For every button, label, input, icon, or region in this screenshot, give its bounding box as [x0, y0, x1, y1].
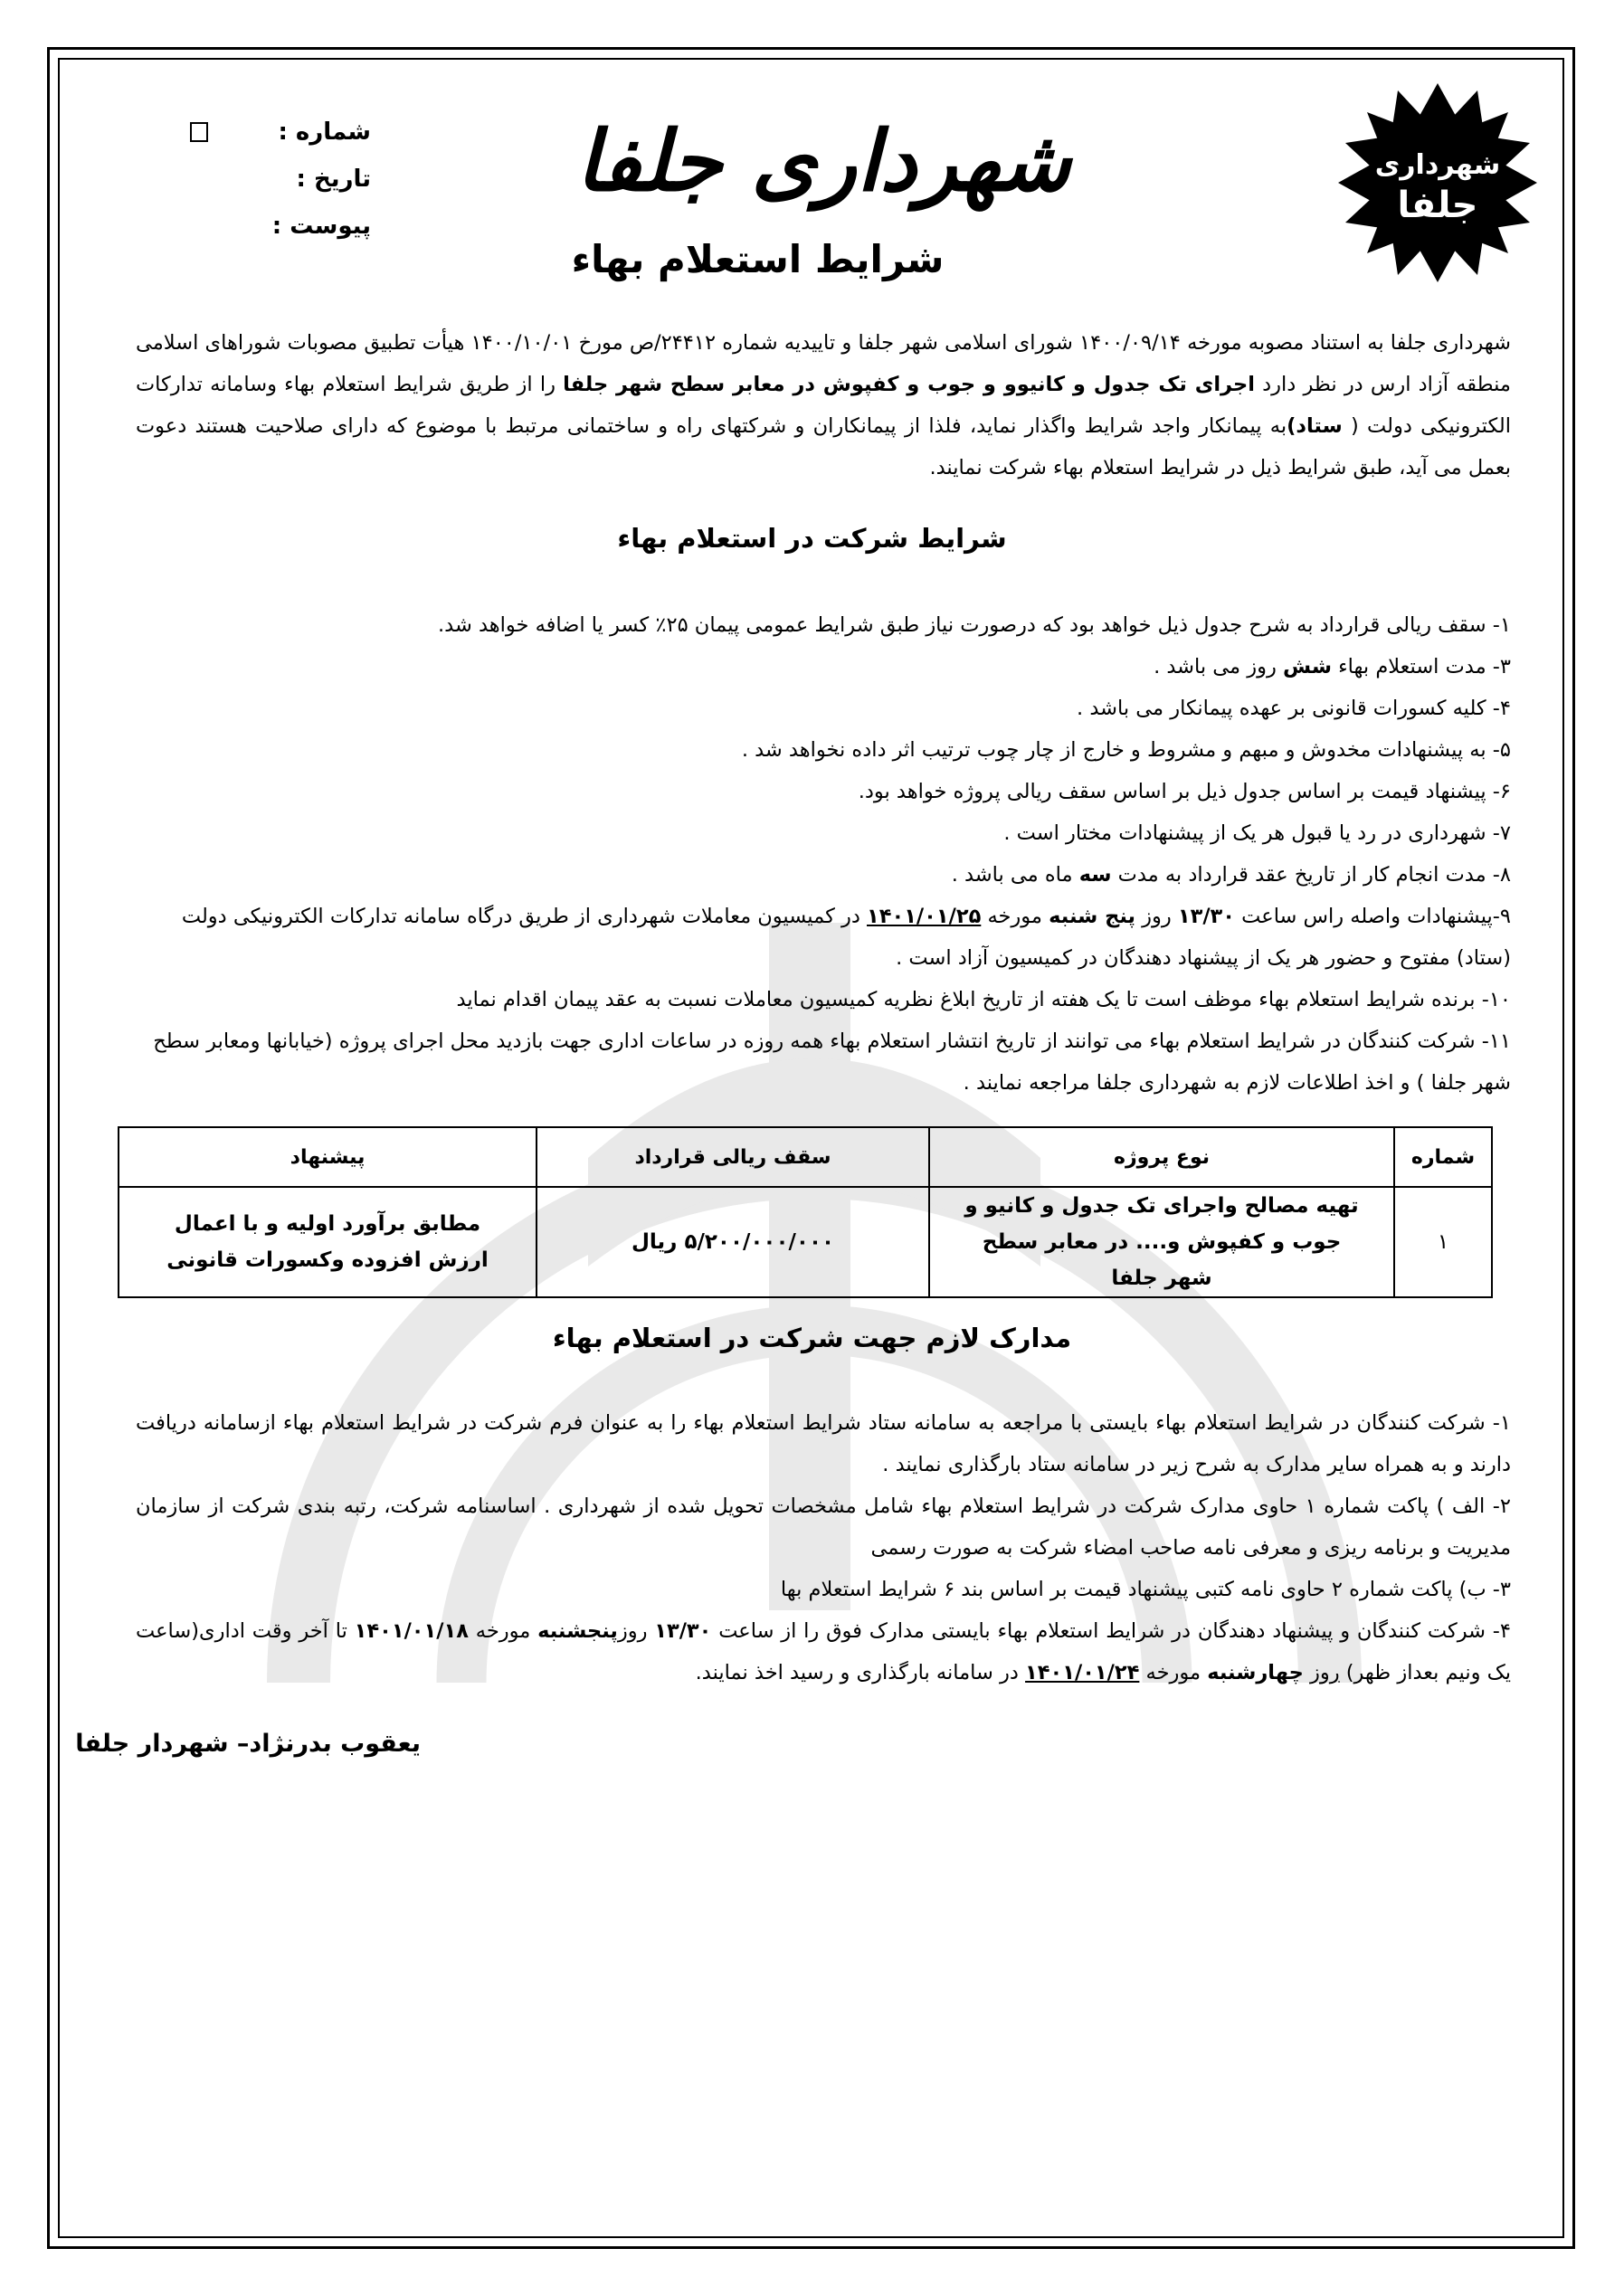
condition-8	[136, 854, 1511, 896]
condition-7: ۷- شهرداری در رد یا قبول هر یک از پیشنهادات مختار است .	[1003, 821, 1511, 845]
intro-text-2: را از طریق شرایط استعلام بهاء وسامانه تدارکات الکترونیکی دولت (	[136, 373, 1511, 438]
condition-3-bold: شش	[1283, 655, 1332, 678]
header-offer: پیشنهاد	[119, 1127, 537, 1187]
intro-text-3: به پیمانکار واجد شرایط واگذار نماید، فلذا از پیمانکاران و شرکتهای راه و ساختمانی مرتبط با موضوع که دارای صلاحیت هستند دعوت بعمل می آید، طبق شرایط ذیل در شرایط استعلام بهاء شرکت نمایند.	[136, 414, 1511, 479]
number-label: شماره :	[278, 119, 371, 146]
document-4-end-date-label: مورخه	[1139, 1661, 1208, 1684]
mayor-signature: یعقوب بدرنژاد– شهردار جلفا	[75, 1730, 421, 1758]
condition-9	[136, 896, 1511, 979]
document-4-text: ۴- شرکت کنندگان و پیشنهاد دهندگان در شرایط استعلام بهاء بایستی مدارک فوق را از ساعت	[711, 1619, 1511, 1643]
document-4-space	[1304, 1661, 1310, 1684]
header-ceiling: سقف ریالی قرارداد	[537, 1127, 929, 1187]
document-4-date-label: مورخه	[468, 1619, 538, 1643]
document-2: ۲- الف ) پاکت شماره ۱ حاوی مدارک شرکت در شرایط استعلام بهاء شامل مشخصات تحویل شده از شهرداری . اساسنامه شرکت، رتبه بندی شرکت از سازمان مدیریت و برنامه ریزی و معرفی نامه صاحب امضاء شرکت به صورت رسمی	[136, 1494, 1511, 1560]
document-4	[136, 1610, 1511, 1694]
cell-project: تهیه مصالح واجرای تک جدول و کانیو و جوب و کفپوش و.... در معابر سطح شهر جلفا	[929, 1187, 1394, 1297]
document-4-deadline: تا آخر وقت اداری(ساعت یک ونیم بعداز ظهر)	[136, 1619, 1511, 1684]
logo-text-bottom: جلفا	[1397, 185, 1478, 226]
condition-3-end: روز می باشد .	[1154, 655, 1284, 678]
document-4-day: پنجشنبه	[537, 1619, 618, 1643]
table-row	[119, 1187, 1492, 1297]
document-4-end: در سامانه بارگذاری و رسید اخذ نمایند.	[695, 1661, 1026, 1684]
price-table	[118, 1126, 1493, 1298]
price-table-header	[119, 1127, 1492, 1187]
number-row	[136, 109, 371, 156]
cell-number: ۱	[1394, 1187, 1492, 1297]
condition-4: ۴- کلیه کسورات قانونی بر عهده پیمانکار می باشد .	[1077, 697, 1511, 720]
condition-9-time: ۱۳/۳۰	[1177, 905, 1236, 928]
condition-8-end: ماه می باشد .	[951, 863, 1079, 887]
condition-9-text: ۹-پیشنهادات واصله راس ساعت	[1235, 905, 1511, 928]
condition-8-text: ۸- مدت انجام کار از تاریخ عقد قرارداد به مدت	[1111, 863, 1511, 887]
date-label: تاریخ :	[296, 166, 371, 193]
document-4-date: ۱۴۰۱/۰۱/۱۸	[354, 1619, 469, 1643]
date-row	[136, 156, 371, 203]
document-4-end-date: ۱۴۰۱/۰۱/۲۴	[1025, 1661, 1140, 1684]
document-4-time: ۱۳/۳۰	[654, 1619, 712, 1643]
documents-title: مدارک لازم جهت شرکت در استعلام بهاء	[552, 1323, 1072, 1353]
condition-9-date: ۱۴۰۱/۰۱/۲۵	[867, 905, 982, 928]
logo-text-top: شهرداری	[1374, 149, 1501, 181]
condition-9-day: پنج شنبه	[1049, 905, 1135, 928]
intro-paragraph	[136, 322, 1511, 489]
condition-8-bold: سه	[1078, 863, 1112, 887]
number-box	[190, 122, 208, 142]
document-title: شرایط استعلام بهاء	[571, 237, 945, 281]
header-number: شماره	[1394, 1127, 1492, 1187]
attachment-label: پیوست :	[271, 213, 371, 240]
letter-meta	[136, 109, 371, 250]
condition-3	[136, 646, 1511, 688]
document-4-rooz: روز	[1309, 1661, 1340, 1684]
document-4-day-label: روز	[617, 1619, 655, 1643]
header-project: نوع پروژه	[929, 1127, 1394, 1187]
condition-9-end: در کمیسیون معاملات شهرداری از طریق درگاه سامانه تدارکات الکترونیکی دولت (ستاد) مفتوح و حضور هر یک از پیشنهاد دهندگان در کمیسیون آزاد است .	[181, 905, 1511, 970]
conditions-list	[136, 604, 1511, 1104]
condition-11: ۱۱- شرکت کنندگان در شرایط استعلام بهاء می توانند از تاریخ انتشار استعلام بهاء همه روزه در ساعات اداری جهت بازدید محل اجرای پروژه (خیابانها ومعابر سطح شهر جلفا ) و اخذ اطلاعات لازم به شهرداری جلفا مراجعه نمایند .	[153, 1029, 1511, 1095]
cell-ceiling: ۵/۲۰۰/۰۰۰/۰۰۰ ریال	[537, 1187, 929, 1297]
conditions-title: شرایط شرکت در استعلام بهاء	[617, 523, 1007, 554]
document-1: ۱- شرکت کنندگان در شرایط استعلام بهاء بایستی با مراجعه به سامانه ستاد شرایط استعلام بهاء را به عنوان فرم شرکت در شرایط استعلام بهاء ازسامانه دریافت دارند و به همراه سایر مدارک به شرح زیر در سامانه ستاد بارگذاری نمایند .	[136, 1411, 1511, 1476]
condition-6: ۶- پیشنهاد قیمت بر اساس جدول ذیل بر اساس سقف ریالی پروژه خواهد بود.	[858, 780, 1511, 803]
condition-1: ۱- سقف ریالی قرارداد به شرح جدول ذیل خواهد بود که درصورت نیاز طبق شرایط عمومی پیمان ۲۵٪ کسر یا اضافه خواهد شد.	[438, 613, 1511, 637]
intro-text-1: شهرداری جلفا به استناد مصوبه مورخه ۱۴۰۰/۰۹/۱۴ شورای اسلامی شهر جلفا و تاییدیه شماره ۲۴۴۱۲/ص مورخ ۱۴۰۰/۱۰/۰۱ هیأت تطبیق مصوبات شوراهای اسلامی منطقه آزاد ارس در نظر دارد	[136, 331, 1511, 396]
document-4-end-day: چهارشنبه	[1207, 1661, 1304, 1684]
org-name-heading: شهرداری جلفا	[575, 112, 1071, 210]
condition-5: ۵- به پیشنهادات مخدوش و مبهم و مشروط و خارج از چار چوب ترتیب اثر داده نخواهد شد .	[741, 738, 1511, 762]
condition-9-day-label: روز	[1135, 905, 1178, 928]
documents-list	[136, 1402, 1511, 1694]
intro-bold-project: اجرای تک جدول و کانیوو و جوب و کفپوش در معابر سطح شهر جلفا	[563, 373, 1255, 396]
condition-3-text: ۳- مدت استعلام بهاء	[1331, 655, 1511, 678]
document-3: ۳- ب) پاکت شماره ۲ حاوی نامه کتبی پیشنهاد قیمت بر اساس بند ۶ شرایط استعلام بها	[780, 1578, 1511, 1601]
condition-10: ۱۰- برنده شرایط استعلام بهاء موظف است تا یک هفته از تاریخ ابلاغ نظریه کمیسیون معاملات نسبت به عقد پیمان اقدام نماید	[456, 988, 1511, 1011]
condition-9-date-label: مورخه	[981, 905, 1049, 928]
cell-offer: مطابق برآورد اولیه و با اعمال ارزش افزوده وکسورات قانونی	[119, 1187, 537, 1297]
intro-bold-setad: ستاد)	[1287, 414, 1343, 438]
